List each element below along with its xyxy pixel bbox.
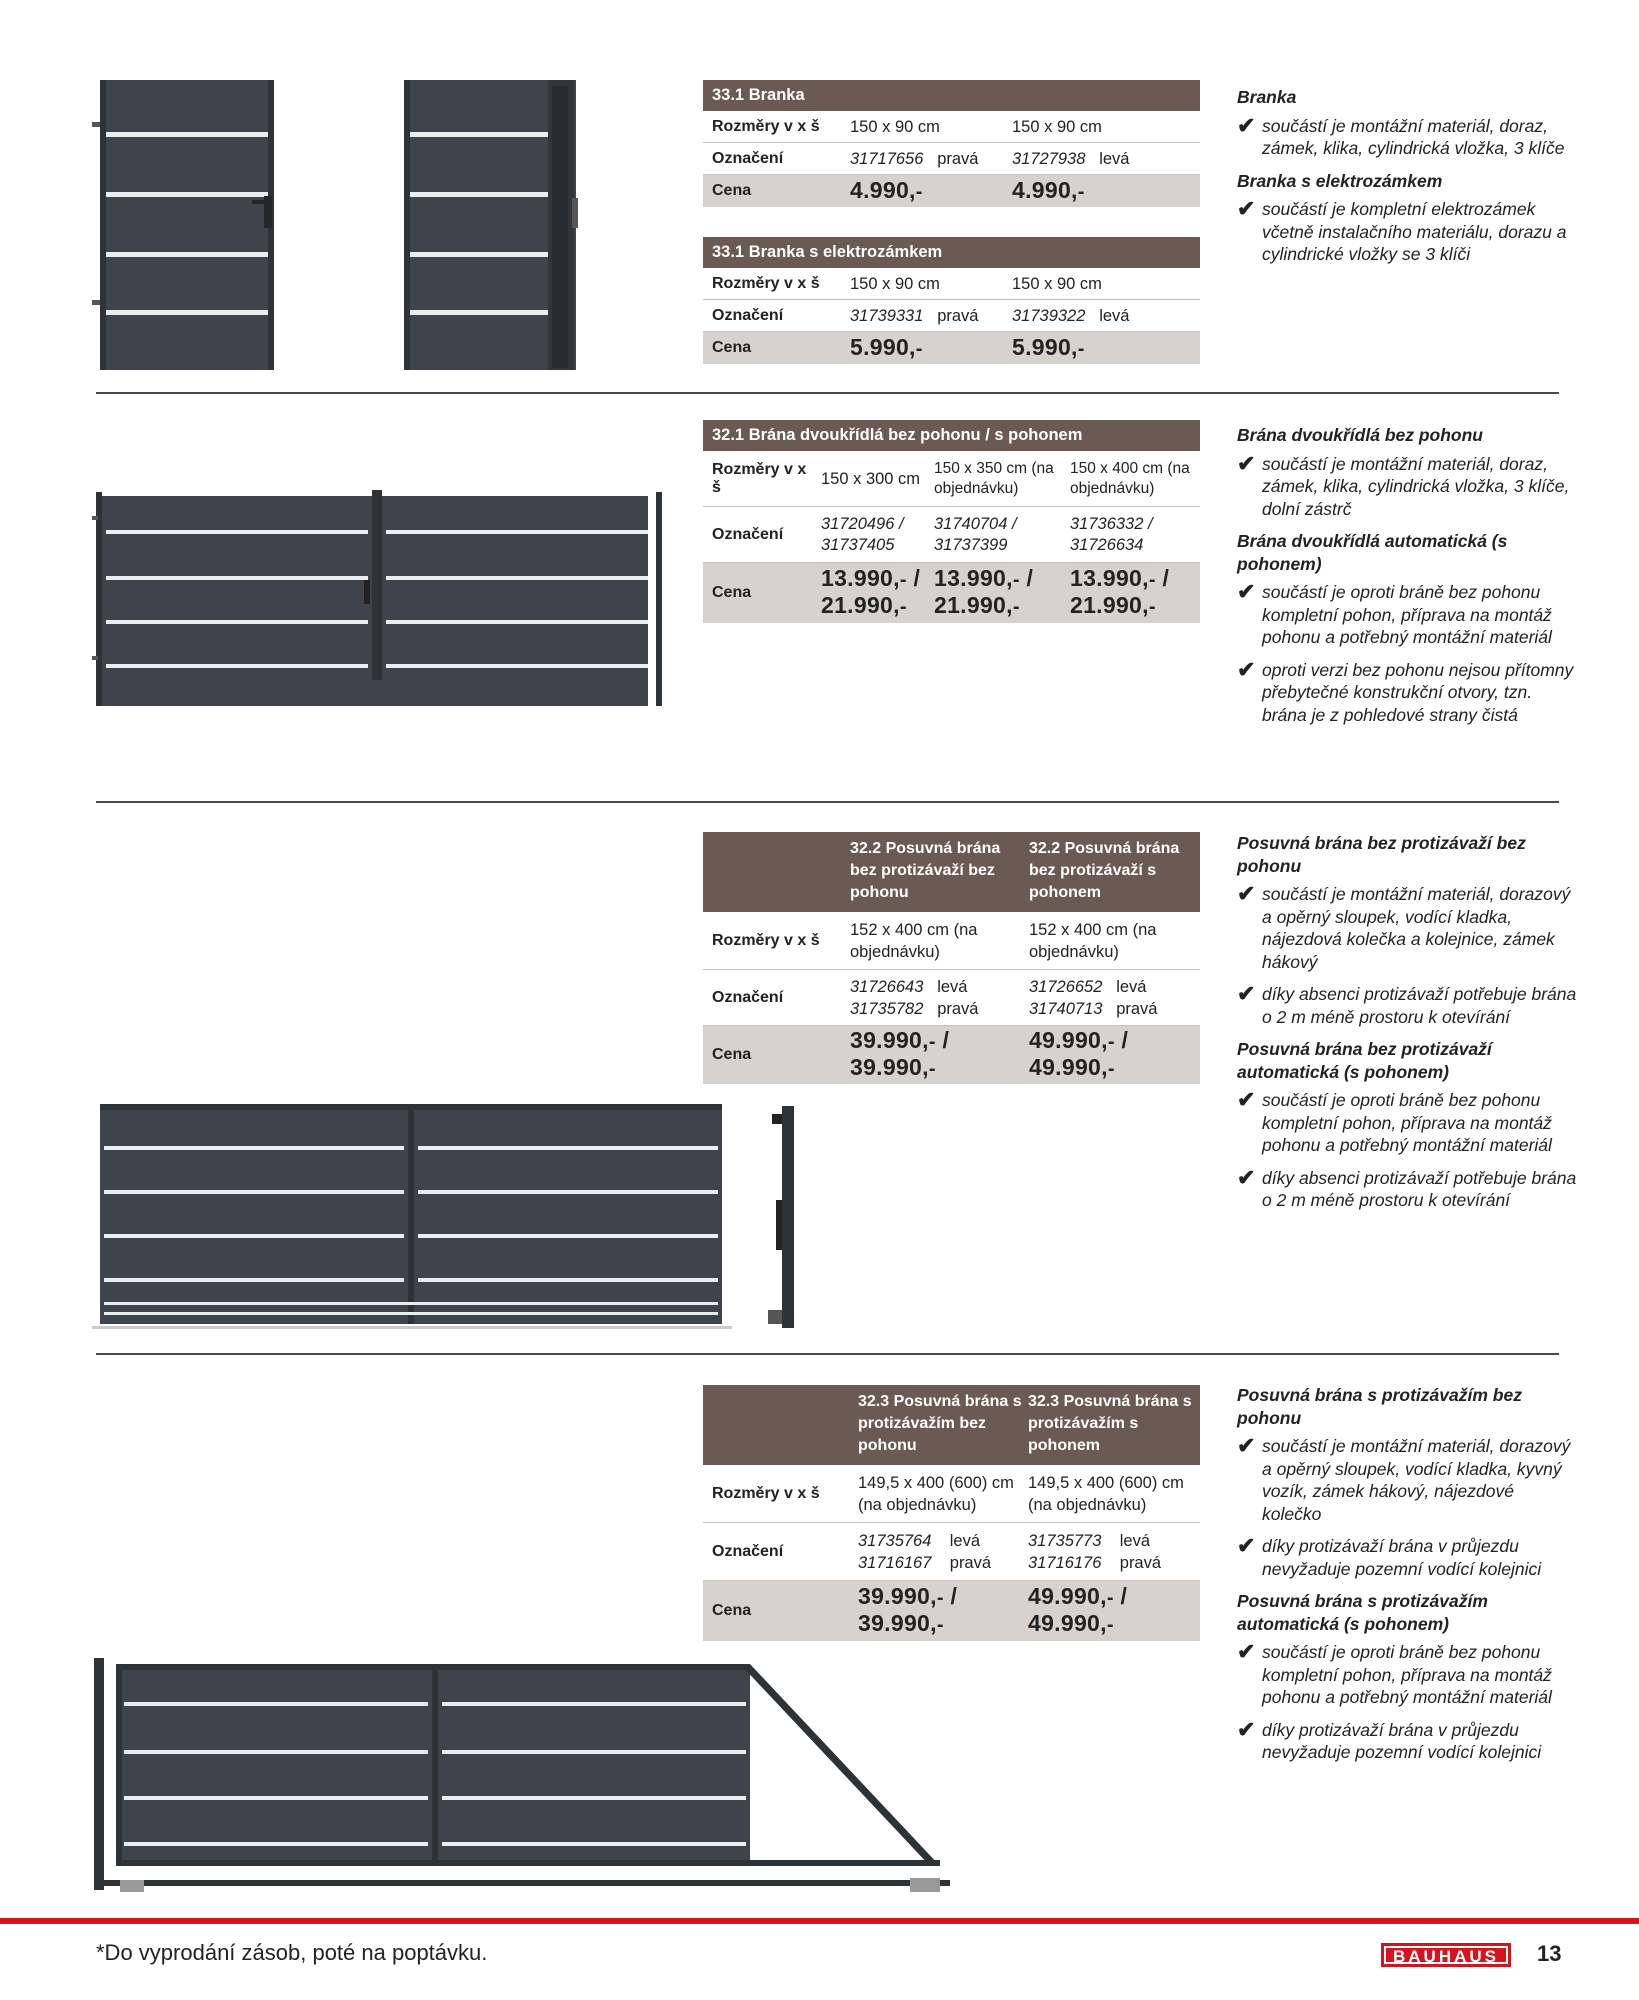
column-header: 32.3 Posuvná brána s protizávažím s pohonem xyxy=(1028,1393,1192,1454)
footer-rule xyxy=(0,1918,1639,1924)
product-code: 31735782 xyxy=(850,999,924,1018)
column-header: 32.2 Posuvná brána bez protizávaží bez pohonu xyxy=(850,840,1001,901)
price: 39.990, xyxy=(850,1027,929,1053)
check-icon: ✔ xyxy=(1237,112,1256,138)
side-label: pravá xyxy=(937,306,979,325)
price: 21.990, xyxy=(934,592,1013,618)
row-label: Označení xyxy=(712,306,784,324)
product-code: 31726643 xyxy=(850,977,924,996)
gate-image-branka-elektrozamek xyxy=(400,78,580,372)
check-icon: ✔ xyxy=(1237,579,1256,604)
table-row xyxy=(703,451,1200,507)
desc-posuvna-s-protizavazim xyxy=(1237,1378,1577,1774)
desc-heading: Brána dvoukřídlá bez pohonu xyxy=(1237,425,1483,445)
price: 5.990, xyxy=(1012,333,1078,360)
bauhaus-logo: BAUHAUS xyxy=(1381,1943,1511,1967)
price: 39.990, xyxy=(858,1610,937,1636)
check-icon: ✔ xyxy=(1237,1164,1256,1190)
footnote: *Do vyprodání zásob, poté na poptávku. xyxy=(96,1940,488,1965)
table-title: 33.1 Branka s elektrozámkem xyxy=(703,237,1200,268)
desc-item: díky absenci protizávaží potřebuje brána o 2 m méně prostoru k otevírání xyxy=(1262,1167,1577,1210)
column-header: 32.2 Posuvná brána bez protizávaží s pohonem xyxy=(1029,840,1180,901)
desc-item: díky protizávaží brána v průjezdu nevyžaduje pozemní vodící kolejnici xyxy=(1262,1536,1542,1579)
row-label: Označení xyxy=(712,149,784,167)
side-label: pravá xyxy=(937,149,979,168)
desc-brana-dvoukridla xyxy=(1237,418,1577,736)
check-icon: ✔ xyxy=(1237,981,1256,1006)
price: 4.990, xyxy=(850,176,916,203)
side-label: levá xyxy=(1099,306,1130,325)
dims-value: 150 x 90 cm xyxy=(1012,117,1102,136)
side-label: pravá xyxy=(949,1553,992,1572)
side-label: levá xyxy=(937,977,968,996)
table-row xyxy=(703,300,1200,332)
side-label: pravá xyxy=(1119,1553,1162,1572)
row-label: Rozměry v x š xyxy=(712,931,820,949)
gate-image-posuvna-s-protizavazim xyxy=(90,1654,950,1894)
table-branka-elektrozamek xyxy=(703,237,1200,364)
gate-image-dvoukridla xyxy=(92,488,666,708)
dims-value: 150 x 400 cm (na objednávku) xyxy=(1070,459,1190,497)
price: 13.990, xyxy=(821,565,900,591)
desc-branka xyxy=(1237,80,1577,276)
product-code: 31740704 / 31737399 xyxy=(934,514,1017,554)
desc-item: oproti verzi bez pohonu nejsou přítomny přebytečné konstrukční otvory, tzn. brána je z pohledové strany čistá xyxy=(1262,659,1574,725)
desc-item: součástí je montážní materiál, dorazový a opěrný sloupek, vodící kladka, kyvný vozík, zámek hákový, nájezdové kolečko xyxy=(1262,1436,1571,1524)
table-posuvna-s-protizavazim xyxy=(703,1385,1200,1641)
check-icon: ✔ xyxy=(1237,1087,1256,1112)
desc-heading: Posuvná brána bez protizávaží bez pohonu xyxy=(1237,833,1526,876)
dims-value: 149,5 x 400 (600) cm (na objednávku) xyxy=(1028,1473,1184,1514)
row-label: Cena xyxy=(712,1602,752,1619)
table-row xyxy=(703,507,1200,563)
table-row xyxy=(703,143,1200,175)
price: 49.990, xyxy=(1028,1583,1107,1609)
desc-item: součástí je montážní materiál, dorazový a opěrný sloupek, vodící kladka, nájezdová kolečka a kolejnice, zámek hákový xyxy=(1262,884,1571,972)
row-label: Rozměry v x š xyxy=(712,274,820,292)
dims-value: 150 x 350 cm (na objednávku) xyxy=(934,459,1054,497)
check-icon: ✔ xyxy=(1237,196,1256,221)
price: 39.990, xyxy=(850,1054,929,1080)
section-divider xyxy=(96,392,1559,394)
column-header: 32.3 Posuvná brána s protizávažím bez pohonu xyxy=(858,1393,1022,1454)
desc-heading: Posuvná brána s protizávažím bez pohonu xyxy=(1237,1385,1522,1428)
table-title: 33.1 Branka xyxy=(703,80,1200,111)
product-code: 31735764 xyxy=(858,1531,932,1550)
row-label: Rozměry v x š xyxy=(712,1484,820,1502)
dims-value: 150 x 300 cm xyxy=(821,469,921,488)
price: 5.990, xyxy=(850,333,916,360)
price: 49.990, xyxy=(1028,1610,1107,1636)
check-icon: ✔ xyxy=(1237,881,1256,906)
gate-image-posuvna-bez-protizavazi xyxy=(92,1100,812,1332)
product-code: 31736332 / 31726634 xyxy=(1070,514,1153,554)
check-icon: ✔ xyxy=(1237,1433,1256,1458)
row-label: Cena xyxy=(712,1046,752,1063)
desc-item: součástí je kompletní elektrozámek včetně instalačního materiálu, dorazu a cylindrické vložky se 3 klíči xyxy=(1262,199,1567,264)
desc-heading: Branka xyxy=(1237,87,1297,107)
desc-heading: Posuvná brána bez protizávaží automatická (s pohonem) xyxy=(1237,1039,1492,1082)
table-row xyxy=(703,268,1200,300)
row-label: Označení xyxy=(712,988,784,1006)
dims-value: 150 x 90 cm xyxy=(850,117,940,136)
side-label: pravá xyxy=(937,999,979,1018)
desc-item: součástí je montážní materiál, doraz, zámek, klika, cylindrická vložka, 3 klíče, dolní zástrč xyxy=(1262,453,1570,519)
section-divider xyxy=(96,801,1559,803)
desc-item: díky absenci protizávaží potřebuje brána o 2 m méně prostoru k otevírání xyxy=(1262,984,1577,1027)
page-number: 13 xyxy=(1537,1941,1562,1966)
row-label: Rozměry v x š xyxy=(712,460,807,496)
product-code: 31717656 xyxy=(850,149,924,168)
table-row: Cena 5.990,- 5.990,- xyxy=(703,332,1200,364)
table-row xyxy=(703,970,1200,1026)
product-code: 31727938 xyxy=(1012,149,1086,168)
dims-value: 150 x 90 cm xyxy=(850,274,940,293)
price: 21.990, xyxy=(1070,592,1149,618)
price: 21.990, xyxy=(821,592,900,618)
price: 13.990, xyxy=(934,565,1013,591)
table-row xyxy=(703,1465,1200,1523)
table-row: Cena 39.990,- / 39.990,- 49.990,- / 49.990,- xyxy=(703,1026,1200,1084)
table-title: 32.1 Brána dvoukřídlá bez pohonu / s pohonem xyxy=(703,420,1200,451)
product-code: 31739322 xyxy=(1012,306,1086,325)
row-label: Cena xyxy=(712,182,752,199)
table-row xyxy=(703,1523,1200,1581)
table-row xyxy=(703,912,1200,970)
side-label: levá xyxy=(1119,1531,1151,1550)
table-branka xyxy=(703,80,1200,207)
desc-item: součástí je oproti bráně bez pohonu kompletní pohon, příprava na montáž pohonu a potřebný montážní materiál xyxy=(1262,1090,1552,1155)
desc-item: součástí je oproti bráně bez pohonu kompletní pohon, příprava na montáž pohonu a potřebný montážní materiál xyxy=(1262,582,1552,647)
check-icon: ✔ xyxy=(1237,1639,1256,1664)
desc-heading: Posuvná brána s protizávažím automatická (s pohonem) xyxy=(1237,1591,1488,1634)
table-posuvna-bez-protizavazi xyxy=(703,832,1200,1084)
product-code: 31735773 xyxy=(1028,1531,1102,1550)
table-row: Cena 4.990,- 4.990,- xyxy=(703,175,1200,207)
product-code: 31720496 / 31737405 xyxy=(821,514,904,554)
desc-item: součástí je montážní materiál, doraz, zámek, klika, cylindrická vložka, 3 klíče xyxy=(1262,115,1565,158)
desc-heading: Brána dvoukřídlá automatická (s pohonem) xyxy=(1237,531,1508,574)
gate-image-branka xyxy=(92,78,282,372)
price: 13.990, xyxy=(1070,565,1149,591)
desc-item: díky protizávaží brána v průjezdu nevyžaduje pozemní vodící kolejnici xyxy=(1262,1719,1542,1762)
table-row: Cena 39.990,- / 39.990,- 49.990,- / 49.990,- xyxy=(703,1581,1200,1641)
dims-value: 149,5 x 400 (600) cm (na objednávku) xyxy=(858,1473,1014,1514)
desc-posuvna-bez-protizavazi xyxy=(1237,826,1577,1222)
dims-value: 150 x 90 cm xyxy=(1012,274,1102,293)
side-label: levá xyxy=(1116,977,1147,996)
product-code: 31739331 xyxy=(850,306,924,325)
product-code: 31726652 xyxy=(1029,977,1103,996)
table-brana-dvoukridla xyxy=(703,420,1200,623)
price: 49.990, xyxy=(1029,1054,1108,1080)
row-label: Označení xyxy=(712,1542,784,1560)
dims-value: 152 x 400 cm (na objednávku) xyxy=(850,920,978,961)
row-label: Rozměry v x š xyxy=(712,117,820,135)
row-label: Cena xyxy=(712,339,752,356)
desc-heading: Branka s elektrozámkem xyxy=(1237,170,1443,191)
check-icon: ✔ xyxy=(1237,450,1256,476)
side-label: pravá xyxy=(1116,999,1158,1018)
row-label: Označení xyxy=(712,525,784,543)
product-code: 31740713 xyxy=(1029,999,1103,1018)
row-label: Cena xyxy=(712,584,752,601)
price: 4.990, xyxy=(1012,176,1078,203)
check-icon: ✔ xyxy=(1237,656,1256,682)
section-divider xyxy=(96,1353,1559,1355)
side-label: levá xyxy=(1099,149,1130,168)
table-row: Cena 13.990,- / 21.990,- 13.990,- / 21.990,- 13.990,- / 21.990,- xyxy=(703,563,1200,623)
desc-item: součástí je oproti bráně bez pohonu kompletní pohon, příprava na montáž pohonu a potřebný montážní materiál xyxy=(1262,1642,1552,1707)
table-row xyxy=(703,111,1200,143)
check-icon: ✔ xyxy=(1237,1533,1256,1558)
price: 49.990, xyxy=(1029,1027,1108,1053)
dims-value: 152 x 400 cm (na objednávku) xyxy=(1029,920,1157,961)
product-code: 31716167 xyxy=(858,1553,932,1572)
side-label: levá xyxy=(949,1531,981,1550)
check-icon: ✔ xyxy=(1237,1716,1256,1742)
product-code: 31716176 xyxy=(1028,1553,1102,1572)
price: 39.990, xyxy=(858,1583,937,1609)
